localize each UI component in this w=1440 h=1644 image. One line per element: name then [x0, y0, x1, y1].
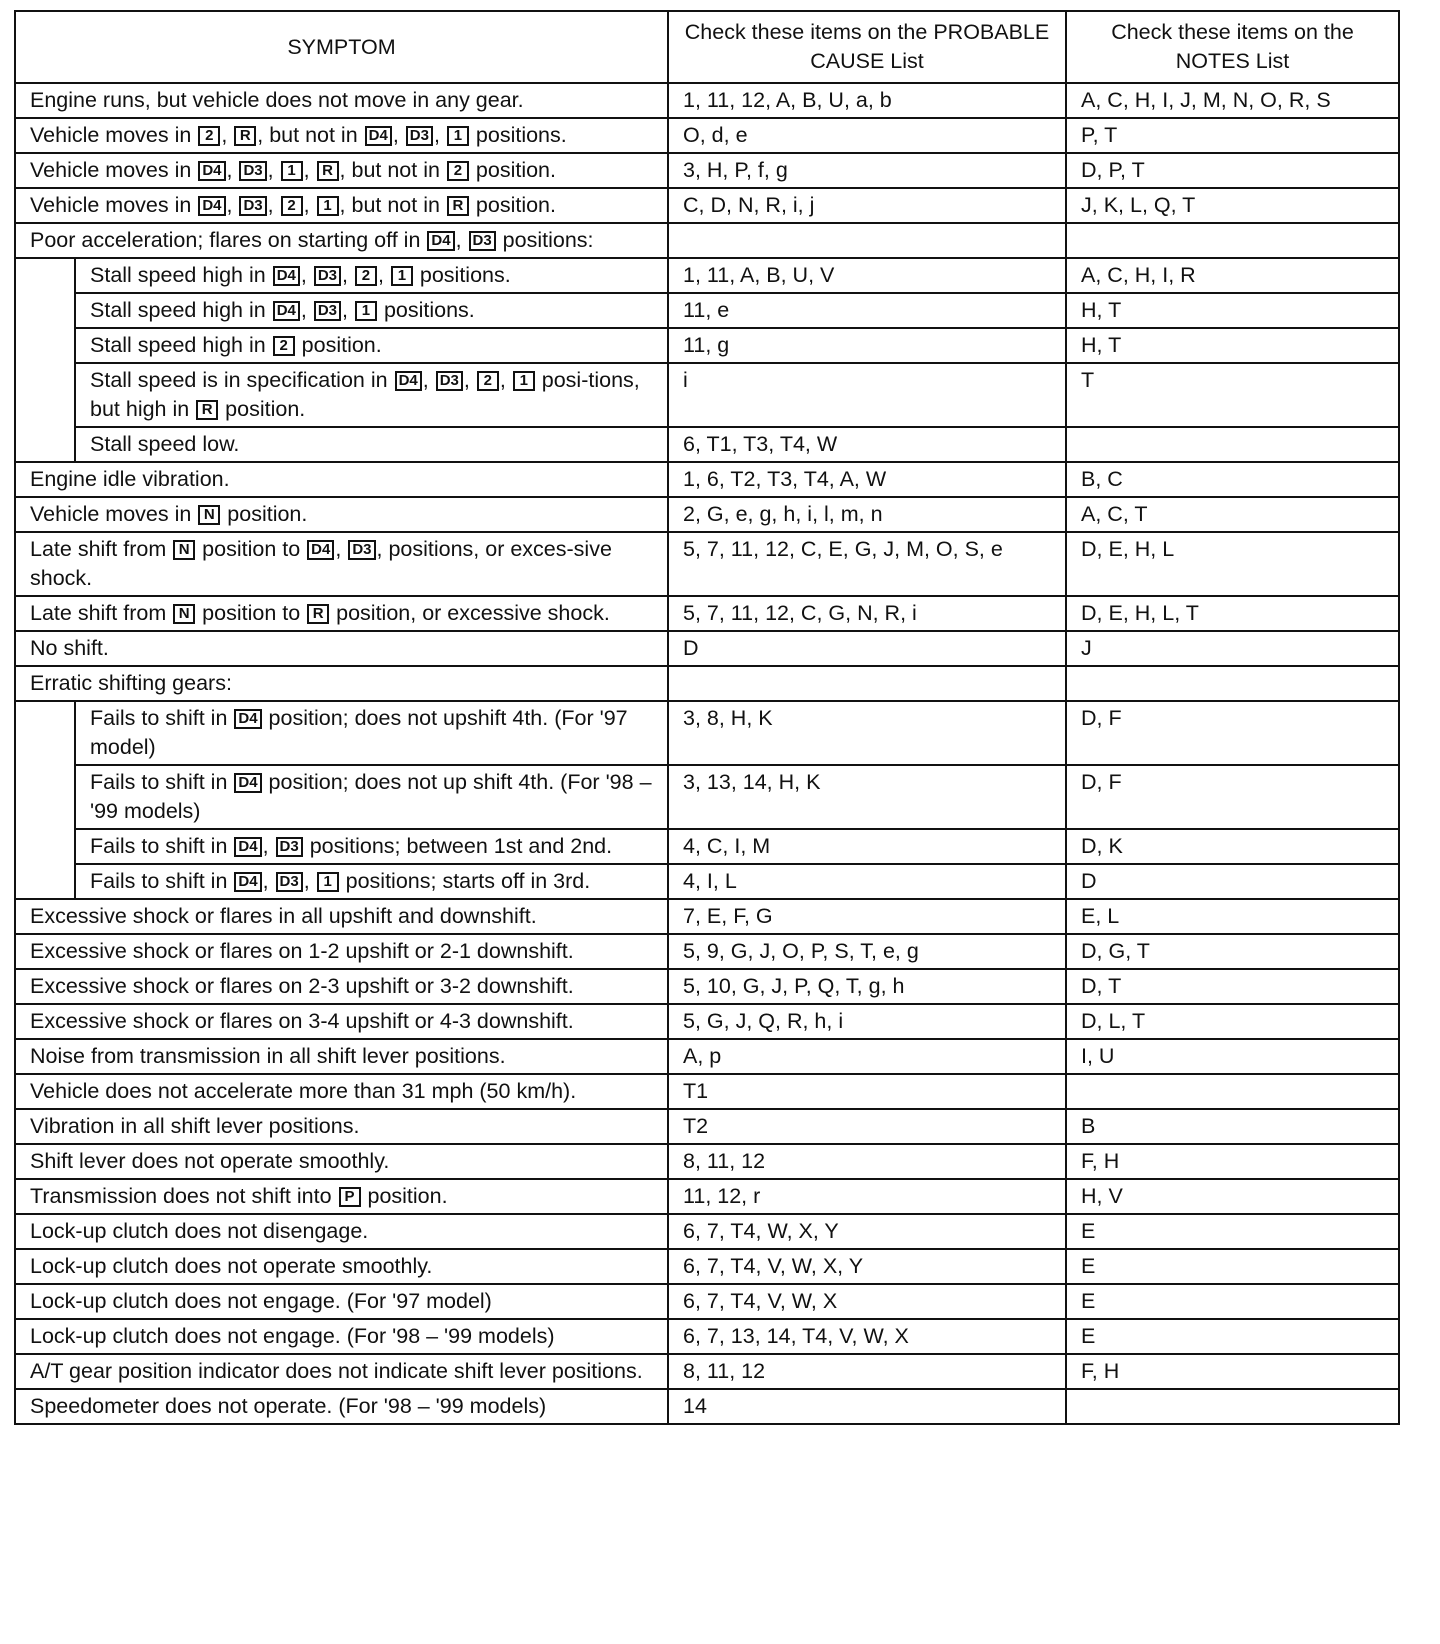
shift-position-key-icon: D3 — [348, 540, 375, 560]
symptom-cell: Speedometer does not operate. (For '98 – '99 models) — [15, 1389, 668, 1424]
shift-position-key-icon: R — [447, 196, 469, 216]
table-row — [15, 462, 1399, 497]
symptom-cell: Lock-up clutch does not engage. (For '97 model) — [15, 1284, 668, 1319]
symptom-cell: Late shift from N position to R position, or excessive shock. — [15, 596, 668, 631]
table-row — [15, 1389, 1399, 1424]
symptom-cell: Engine idle vibration. — [15, 462, 668, 497]
symptom-cell: Erratic shifting gears: — [15, 666, 668, 701]
probable-cause-cell: O, d, e — [668, 118, 1066, 153]
shift-position-key-icon: D4 — [234, 709, 261, 729]
table-row — [15, 427, 1399, 462]
indent-spacer — [15, 328, 75, 363]
shift-position-key-icon: P — [339, 1187, 361, 1207]
table-row — [15, 1039, 1399, 1074]
shift-position-key-icon: 1 — [281, 161, 303, 181]
shift-position-key-icon: D4 — [198, 161, 225, 181]
table-row — [15, 83, 1399, 118]
shift-position-key-icon: 1 — [317, 196, 339, 216]
probable-cause-cell: 3, H, P, f, g — [668, 153, 1066, 188]
table-row — [15, 829, 1399, 864]
shift-position-key-icon: N — [173, 540, 195, 560]
shift-position-key-icon: D4 — [234, 872, 261, 892]
notes-cell: E — [1066, 1249, 1399, 1284]
shift-position-key-icon: D3 — [239, 196, 266, 216]
notes-cell — [1066, 666, 1399, 701]
symptom-cell: Vehicle moves in D4 , D3 , 1 , R , but not in 2 position. — [15, 153, 668, 188]
troubleshooting-table-sheet — [14, 10, 1398, 1425]
notes-cell — [1066, 1074, 1399, 1109]
notes-cell: J, K, L, Q, T — [1066, 188, 1399, 223]
probable-cause-cell — [668, 223, 1066, 258]
table-row — [15, 1179, 1399, 1214]
probable-cause-header: Check these items on the PROBABLE CAUSE List — [668, 11, 1066, 83]
notes-cell: E — [1066, 1284, 1399, 1319]
notes-cell: F, H — [1066, 1144, 1399, 1179]
notes-cell: B — [1066, 1109, 1399, 1144]
indent-spacer — [15, 765, 75, 829]
notes-cell: D, G, T — [1066, 934, 1399, 969]
notes-cell: H, V — [1066, 1179, 1399, 1214]
indent-spacer — [15, 864, 75, 899]
symptom-cell: Excessive shock or flares on 3-4 upshift or 4-3 downshift. — [15, 1004, 668, 1039]
table-row — [15, 223, 1399, 258]
symptom-cell: Transmission does not shift into P position. — [15, 1179, 668, 1214]
probable-cause-cell: 1, 11, 12, A, B, U, a, b — [668, 83, 1066, 118]
probable-cause-cell: 4, C, I, M — [668, 829, 1066, 864]
probable-cause-cell: A, p — [668, 1039, 1066, 1074]
table-row — [15, 1144, 1399, 1179]
probable-cause-cell: 1, 11, A, B, U, V — [668, 258, 1066, 293]
notes-cell: T — [1066, 363, 1399, 427]
notes-cell: D, E, H, L, T — [1066, 596, 1399, 631]
symptom-cell: Vehicle moves in 2 , R , but not in D4 , D3 , 1 positions. — [15, 118, 668, 153]
notes-cell: H, T — [1066, 328, 1399, 363]
shift-position-key-icon: R — [317, 161, 339, 181]
table-row — [15, 1354, 1399, 1389]
symptom-cell: Stall speed high in D4 , D3 , 1 positions. — [75, 293, 668, 328]
probable-cause-cell: 14 — [668, 1389, 1066, 1424]
notes-cell: E — [1066, 1214, 1399, 1249]
shift-position-key-icon: N — [173, 604, 195, 624]
probable-cause-cell: 6, 7, T4, V, W, X — [668, 1284, 1066, 1319]
indent-spacer — [15, 829, 75, 864]
symptom-header: SYMPTOM — [15, 11, 668, 83]
probable-cause-cell: 7, E, F, G — [668, 899, 1066, 934]
probable-cause-cell: 1, 6, T2, T3, T4, A, W — [668, 462, 1066, 497]
probable-cause-cell: 3, 13, 14, H, K — [668, 765, 1066, 829]
symptom-cell: Lock-up clutch does not operate smoothly. — [15, 1249, 668, 1284]
probable-cause-cell: 6, 7, 13, 14, T4, V, W, X — [668, 1319, 1066, 1354]
shift-position-key-icon: 2 — [355, 266, 377, 286]
probable-cause-cell: T2 — [668, 1109, 1066, 1144]
notes-cell: D, P, T — [1066, 153, 1399, 188]
symptom-cell: Shift lever does not operate smoothly. — [15, 1144, 668, 1179]
symptom-cell: Noise from transmission in all shift lever positions. — [15, 1039, 668, 1074]
table-row — [15, 701, 1399, 765]
probable-cause-cell: 6, 7, T4, V, W, X, Y — [668, 1249, 1066, 1284]
table-row — [15, 1109, 1399, 1144]
symptom-cell: Stall speed low. — [75, 427, 668, 462]
probable-cause-cell: 5, 7, 11, 12, C, G, N, R, i — [668, 596, 1066, 631]
table-row — [15, 765, 1399, 829]
shift-position-key-icon: 2 — [198, 126, 220, 146]
notes-cell — [1066, 1389, 1399, 1424]
indent-spacer — [15, 293, 75, 328]
probable-cause-cell: 8, 11, 12 — [668, 1354, 1066, 1389]
table-row — [15, 1284, 1399, 1319]
symptom-cell: Lock-up clutch does not engage. (For '98 – '99 models) — [15, 1319, 668, 1354]
shift-position-key-icon: D4 — [395, 371, 422, 391]
symptom-cell: No shift. — [15, 631, 668, 666]
shift-position-key-icon: D3 — [406, 126, 433, 146]
probable-cause-cell: 5, 7, 11, 12, C, E, G, J, M, O, S, e — [668, 532, 1066, 596]
probable-cause-cell: 6, 7, T4, W, X, Y — [668, 1214, 1066, 1249]
shift-position-key-icon: 2 — [477, 371, 499, 391]
notes-cell: D, E, H, L — [1066, 532, 1399, 596]
notes-cell: I, U — [1066, 1039, 1399, 1074]
shift-position-key-icon: R — [307, 604, 329, 624]
notes-cell: J — [1066, 631, 1399, 666]
shift-position-key-icon: D4 — [427, 231, 454, 251]
table-row — [15, 666, 1399, 701]
probable-cause-cell: 3, 8, H, K — [668, 701, 1066, 765]
shift-position-key-icon: D3 — [276, 837, 303, 857]
shift-position-key-icon: D4 — [234, 773, 261, 793]
probable-cause-cell: 2, G, e, g, h, i, l, m, n — [668, 497, 1066, 532]
symptom-cell: Vehicle moves in D4 , D3 , 2 , 1 , but not in R position. — [15, 188, 668, 223]
shift-position-key-icon: D4 — [365, 126, 392, 146]
table-row — [15, 1074, 1399, 1109]
table-row — [15, 532, 1399, 596]
indent-spacer — [15, 427, 75, 462]
symptom-cell: Stall speed high in 2 position. — [75, 328, 668, 363]
shift-position-key-icon: 1 — [447, 126, 469, 146]
notes-cell: P, T — [1066, 118, 1399, 153]
notes-cell: A, C, H, I, J, M, N, O, R, S — [1066, 83, 1399, 118]
shift-position-key-icon: 1 — [317, 872, 339, 892]
shift-position-key-icon: D4 — [307, 540, 334, 560]
notes-cell: H, T — [1066, 293, 1399, 328]
probable-cause-cell: T1 — [668, 1074, 1066, 1109]
symptom-cell: Stall speed is in specification in D4 , D3 , 2 , 1 posi-tions, but high in R position. — [75, 363, 668, 427]
header-row — [15, 11, 1399, 83]
table-row — [15, 497, 1399, 532]
notes-cell: F, H — [1066, 1354, 1399, 1389]
probable-cause-cell: 5, 10, G, J, P, Q, T, g, h — [668, 969, 1066, 1004]
notes-cell: D, K — [1066, 829, 1399, 864]
shift-position-key-icon: 1 — [355, 301, 377, 321]
table-row — [15, 1319, 1399, 1354]
notes-cell: A, C, T — [1066, 497, 1399, 532]
table-row — [15, 118, 1399, 153]
probable-cause-cell: 8, 11, 12 — [668, 1144, 1066, 1179]
notes-cell: E — [1066, 1319, 1399, 1354]
notes-cell: D, L, T — [1066, 1004, 1399, 1039]
table-row — [15, 1004, 1399, 1039]
probable-cause-cell: D — [668, 631, 1066, 666]
shift-position-key-icon: D4 — [234, 837, 261, 857]
probable-cause-cell — [668, 666, 1066, 701]
probable-cause-cell: 11, 12, r — [668, 1179, 1066, 1214]
symptom-cell: A/T gear position indicator does not indicate shift lever positions. — [15, 1354, 668, 1389]
table-row — [15, 864, 1399, 899]
probable-cause-cell: 5, G, J, Q, R, h, i — [668, 1004, 1066, 1039]
table-row — [15, 153, 1399, 188]
indent-spacer — [15, 363, 75, 427]
shift-position-key-icon: R — [196, 400, 218, 420]
table-body — [15, 83, 1399, 1424]
notes-cell: D, T — [1066, 969, 1399, 1004]
shift-position-key-icon: D4 — [273, 266, 300, 286]
notes-cell — [1066, 427, 1399, 462]
probable-cause-cell: i — [668, 363, 1066, 427]
notes-cell: A, C, H, I, R — [1066, 258, 1399, 293]
shift-position-key-icon: 2 — [447, 161, 469, 181]
table-row — [15, 1249, 1399, 1284]
shift-position-key-icon: D4 — [198, 196, 225, 216]
notes-cell — [1066, 223, 1399, 258]
symptom-table — [14, 10, 1400, 1425]
symptom-cell: Vibration in all shift lever positions. — [15, 1109, 668, 1144]
symptom-cell: Vehicle does not accelerate more than 31 mph (50 km/h). — [15, 1074, 668, 1109]
shift-position-key-icon: D3 — [469, 231, 496, 251]
shift-position-key-icon: 2 — [273, 336, 295, 356]
symptom-cell: Late shift from N position to D4 , D3 , positions, or exces-sive shock. — [15, 532, 668, 596]
symptom-cell: Fails to shift in D4 , D3 , 1 positions; starts off in 3rd. — [75, 864, 668, 899]
probable-cause-cell: 11, e — [668, 293, 1066, 328]
shift-position-key-icon: D4 — [273, 301, 300, 321]
shift-position-key-icon: D3 — [276, 872, 303, 892]
shift-position-key-icon: D3 — [436, 371, 463, 391]
notes-cell: D — [1066, 864, 1399, 899]
shift-position-key-icon: D3 — [314, 301, 341, 321]
table-row — [15, 293, 1399, 328]
shift-position-key-icon: N — [198, 505, 220, 525]
symptom-cell: Fails to shift in D4 , D3 positions; between 1st and 2nd. — [75, 829, 668, 864]
symptom-cell: Fails to shift in D4 position; does not upshift 4th. (For '97 model) — [75, 701, 668, 765]
table-row — [15, 363, 1399, 427]
table-row — [15, 969, 1399, 1004]
table-row — [15, 934, 1399, 969]
indent-spacer — [15, 258, 75, 293]
probable-cause-cell: C, D, N, R, i, j — [668, 188, 1066, 223]
symptom-cell: Fails to shift in D4 position; does not up shift 4th. (For '98 – '99 models) — [75, 765, 668, 829]
shift-position-key-icon: R — [234, 126, 256, 146]
shift-position-key-icon: D3 — [239, 161, 266, 181]
notes-header: Check these items on the NOTES List — [1066, 11, 1399, 83]
probable-cause-cell: 5, 9, G, J, O, P, S, T, e, g — [668, 934, 1066, 969]
table-row — [15, 596, 1399, 631]
table-row — [15, 328, 1399, 363]
table-row — [15, 899, 1399, 934]
shift-position-key-icon: 1 — [391, 266, 413, 286]
table-row — [15, 1214, 1399, 1249]
notes-cell: D, F — [1066, 701, 1399, 765]
symptom-cell: Excessive shock or flares on 2-3 upshift or 3-2 downshift. — [15, 969, 668, 1004]
notes-cell: E, L — [1066, 899, 1399, 934]
symptom-cell: Excessive shock or flares in all upshift and downshift. — [15, 899, 668, 934]
symptom-cell: Stall speed high in D4 , D3 , 2 , 1 positions. — [75, 258, 668, 293]
notes-cell: B, C — [1066, 462, 1399, 497]
notes-cell: D, F — [1066, 765, 1399, 829]
table-row — [15, 188, 1399, 223]
shift-position-key-icon: D3 — [314, 266, 341, 286]
table-row — [15, 631, 1399, 666]
probable-cause-cell: 4, I, L — [668, 864, 1066, 899]
indent-spacer — [15, 701, 75, 765]
probable-cause-cell: 6, T1, T3, T4, W — [668, 427, 1066, 462]
shift-position-key-icon: 1 — [513, 371, 535, 391]
symptom-cell: Lock-up clutch does not disengage. — [15, 1214, 668, 1249]
symptom-cell: Poor acceleration; flares on starting off in D4 , D3 positions: — [15, 223, 668, 258]
symptom-cell: Vehicle moves in N position. — [15, 497, 668, 532]
symptom-cell: Excessive shock or flares on 1-2 upshift or 2-1 downshift. — [15, 934, 668, 969]
table-row — [15, 258, 1399, 293]
shift-position-key-icon: 2 — [281, 196, 303, 216]
symptom-cell: Engine runs, but vehicle does not move in any gear. — [15, 83, 668, 118]
probable-cause-cell: 11, g — [668, 328, 1066, 363]
